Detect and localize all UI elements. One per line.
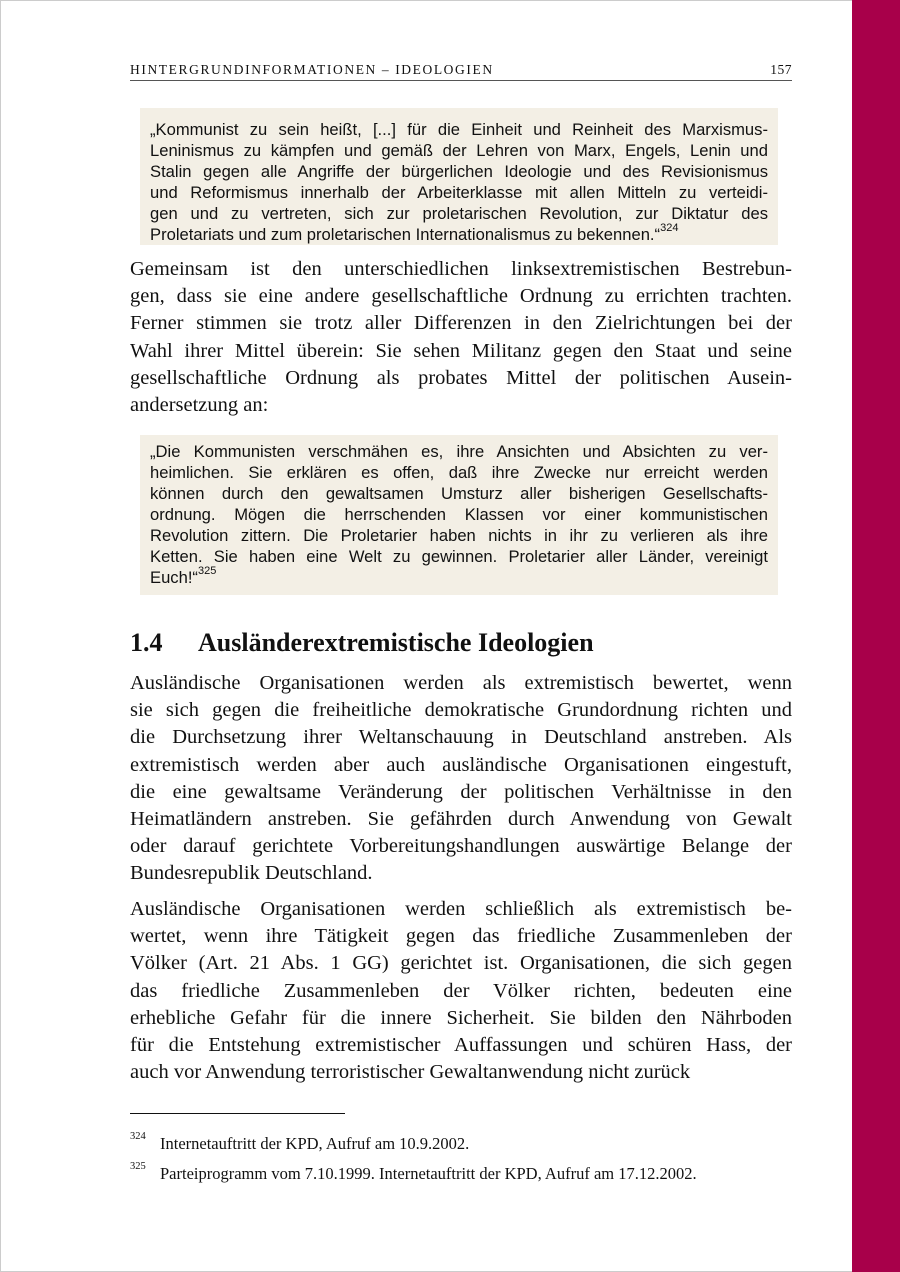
line-text: für die Entstehung extremistischer Auffassungen und schüren Hass, der [130,1033,792,1056]
line-text: Gemeinsam ist den unterschiedlichen linksextremistischen Bestrebun- [130,258,792,280]
text-line [130,923,792,950]
text-line [130,1005,792,1032]
text-line [150,224,768,245]
footnote-324 [130,1131,470,1154]
line-text: Bundesrepublik Deutschland. [130,862,373,885]
text-line [150,161,768,182]
line-text: Proletariats und zum proletarischen Internationalismus zu bekennen.“ [150,225,661,244]
text-line [130,1059,792,1086]
footnote-number: 325 [130,1161,146,1172]
quote-box-1 [140,108,778,245]
quote-box-2 [140,435,778,595]
line-text: können durch den gewaltsamen Umsturz aller bisherigen Gesellschafts- [150,484,768,503]
text-line [150,546,768,567]
text-line [130,896,792,923]
line-text: Völker (Art. 21 Abs. 1 GG) gerichtet ist. Organisationen, die sich gegen [130,952,792,975]
text-line [130,338,792,365]
line-text: Ferner stimmen sie trotz aller Differenzen in den Zielrichtungen bei der [130,312,792,335]
line-text: gesellschaftliche Ordnung als probates Mittel der politischen Ausein- [130,366,792,389]
sidebar-accent-bar [852,0,900,1272]
line-text: Ketten. Sie haben eine Welt zu gewinnen. Proletarier aller Länder, vereinigt [150,547,768,566]
line-text: Revolution zittern. Die Proletarier haben nichts in ihr zu verlieren als ihre [150,526,768,545]
text-line [130,950,792,977]
footnote-number: 324 [130,1131,146,1142]
section-number: 1.4 [130,628,163,657]
text-line [130,779,792,806]
line-text: heimlichen. Sie erklären es offen, daß ihre Zwecke nur erreicht werden [150,463,768,482]
text-line [130,697,792,724]
line-text: das friedliche Zusammenleben der Völker richten, bedeuten eine [130,979,792,1002]
text-line [150,525,768,546]
line-text: erhebliche Gefahr für die innere Sicherheit. Sie bilden den Nährboden [130,1006,792,1029]
footnote-text: Parteiprogramm vom 7.10.1999. Internetauftritt der KPD, Aufruf am 17.12.2002. [160,1164,697,1183]
text-line [130,365,792,392]
text-line [130,256,792,283]
text-line [130,283,792,310]
footnote-text: Internetauftritt der KPD, Aufruf am 10.9.2002. [160,1134,470,1153]
line-text: gen, dass sie eine andere gesellschaftliche Ordnung zu errichten trachten. [130,285,792,308]
line-text: die Durchsetzung ihrer Weltanschauung in Deutschland anstreben. Als [130,726,792,749]
text-line [150,567,768,588]
footnote-325 [130,1161,697,1184]
line-text: Stalin gegen alle Angriffe der bürgerlichen Ideologie und des Revisionismus [150,162,768,181]
line-text: Ausländische Organisationen werden schließlich als extremistisch be- [130,898,792,920]
text-line [130,392,792,419]
text-line [130,806,792,833]
page-number: 157 [770,62,792,77]
line-text: Heimatländern anstreben. Sie gefährden durch Anwendung von Gewalt [130,807,792,830]
footnote-reference: 325 [197,565,217,577]
text-line [150,504,768,525]
text-line [150,140,768,161]
line-text: auch vor Anwendung terroristischer Gewaltanwendung nicht zurück [130,1061,691,1084]
line-text: Leninismus zu kämpfen und gemäß der Lehren von Marx, Engels, Lenin und [150,141,768,160]
text-line [130,670,792,697]
running-header [130,62,792,81]
text-line [150,483,768,504]
line-text: andersetzung an: [130,393,269,416]
line-text: „Kommunist zu sein heißt, [...] für die Einheit und Reinheit des Marxismus- [150,120,768,139]
text-line [150,203,768,224]
footnote-separator [130,1113,345,1114]
text-line [130,752,792,779]
header-title: HINTERGRUNDINFORMATIONEN – IDEOLOGIEN [130,62,494,77]
text-line [150,441,768,462]
section-heading [130,628,594,658]
line-text: Ausländische Organisationen werden als extremistisch bewertet, wenn [130,672,792,694]
section-title: Ausländerextremistische Ideologien [198,628,594,657]
line-text: Wahl ihrer Mittel überein: Sie sehen Militanz gegen den Staat und seine [130,339,792,362]
text-line [150,119,768,140]
line-text: sie sich gegen die freiheitliche demokratische Grundordnung richten und [130,699,792,722]
paragraph-2 [130,670,792,888]
text-line [150,462,768,483]
line-text: wertet, wenn ihre Tätigkeit gegen das friedliche Zusammenleben der [130,925,792,948]
text-line [130,1032,792,1059]
line-text: gen und zu vertreten, sich zur proletarischen Revolution, zur Diktatur des [150,204,768,223]
paragraph-1 [130,256,792,419]
line-text: oder darauf gerichtete Vorbereitungshandlungen auswärtige Belange der [130,835,792,858]
line-text: Euch!“ [150,568,198,587]
paragraph-3 [130,896,792,1086]
text-line [130,860,792,887]
line-text: und Reformismus innerhalb der Arbeiterklasse mit allen Mitteln zu verteidi- [150,183,768,202]
line-text: ordnung. Mögen die herrschenden Klassen vor einer kommunistischen [150,505,768,524]
line-text: „Die Kommunisten verschmähen es, ihre Ansichten und Absichten zu ver- [150,442,768,461]
text-line [130,724,792,751]
footnote-reference: 324 [660,222,679,234]
text-line [130,978,792,1005]
line-text: die eine gewaltsame Veränderung der politischen Verhältnisse in den [130,780,792,803]
text-line [150,182,768,203]
text-line [130,310,792,337]
text-line [130,833,792,860]
line-text: extremistisch werden aber auch ausländische Organisationen eingestuft, [130,753,792,776]
